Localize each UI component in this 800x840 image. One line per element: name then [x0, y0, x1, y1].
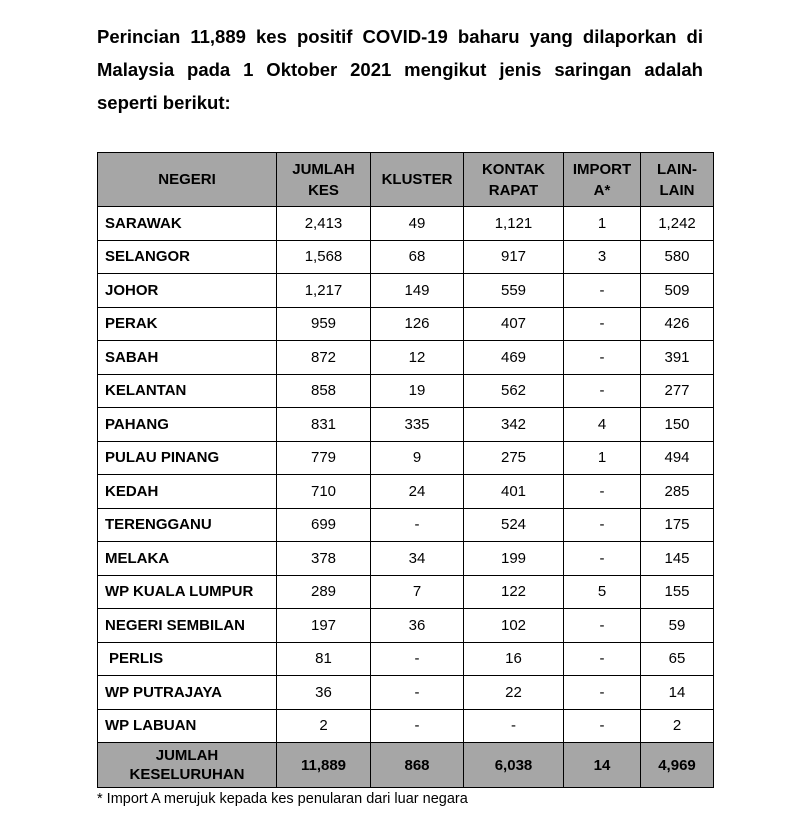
- import-cell: -: [564, 274, 641, 308]
- table-footer: [98, 743, 714, 788]
- import-cell: 5: [564, 575, 641, 609]
- state-cell: WP LABUAN: [98, 709, 277, 743]
- grand-total-import: 14: [564, 743, 641, 788]
- grand-total-contact: 6,038: [464, 743, 564, 788]
- contact-cell: 342: [464, 408, 564, 442]
- table-row: [98, 575, 714, 609]
- other-cell: 2: [641, 709, 714, 743]
- state-cell: WP KUALA LUMPUR: [98, 575, 277, 609]
- contact-cell: 562: [464, 374, 564, 408]
- cluster-cell: 12: [371, 341, 464, 375]
- total-cell: 2: [277, 709, 371, 743]
- other-cell: 509: [641, 274, 714, 308]
- table-row: [98, 709, 714, 743]
- state-cell: KELANTAN: [98, 374, 277, 408]
- cluster-cell: 7: [371, 575, 464, 609]
- header-contact: [464, 153, 564, 207]
- grand-total-cases: 11,889: [277, 743, 371, 788]
- header-state-label: NEGERI: [158, 171, 216, 188]
- contact-cell: 275: [464, 441, 564, 475]
- header-import: [564, 153, 641, 207]
- contact-cell: 102: [464, 609, 564, 643]
- cluster-cell: -: [371, 676, 464, 710]
- total-cell: 831: [277, 408, 371, 442]
- import-cell: -: [564, 508, 641, 542]
- other-cell: 145: [641, 542, 714, 576]
- cluster-cell: 126: [371, 307, 464, 341]
- total-cell: 36: [277, 676, 371, 710]
- total-cell: 81: [277, 642, 371, 676]
- table-row: [98, 475, 714, 509]
- import-cell: -: [564, 341, 641, 375]
- header-cluster: [371, 153, 464, 207]
- header-import-line-1: IMPORT: [572, 160, 632, 178]
- header-row: [98, 153, 714, 207]
- intro-line-1: Perincian 11,889 kes positif COVID-19 baharu yang dilaporkan di: [97, 26, 703, 47]
- other-cell: 150: [641, 408, 714, 442]
- total-cell: 779: [277, 441, 371, 475]
- header-other: [641, 153, 714, 207]
- grand-total-label-line-1: JUMLAH: [155, 747, 219, 764]
- import-cell: -: [564, 307, 641, 341]
- import-cell: -: [564, 642, 641, 676]
- total-cell: 378: [277, 542, 371, 576]
- contact-cell: 199: [464, 542, 564, 576]
- contact-cell: 122: [464, 575, 564, 609]
- import-cell: 1: [564, 207, 641, 241]
- total-cell: 197: [277, 609, 371, 643]
- contact-cell: -: [464, 709, 564, 743]
- intro-line-3: seperti berikut:: [97, 92, 231, 113]
- contact-cell: 401: [464, 475, 564, 509]
- state-cell: PULAU PINANG: [98, 441, 277, 475]
- cluster-cell: 36: [371, 609, 464, 643]
- total-cell: 289: [277, 575, 371, 609]
- cluster-cell: 34: [371, 542, 464, 576]
- total-cell: 1,217: [277, 274, 371, 308]
- table-row: [98, 408, 714, 442]
- cluster-cell: 9: [371, 441, 464, 475]
- total-row: [98, 743, 714, 788]
- header-import-line-2: A*: [593, 181, 611, 199]
- state-cell: SARAWAK: [98, 207, 277, 241]
- total-cell: 2,413: [277, 207, 371, 241]
- contact-cell: 407: [464, 307, 564, 341]
- other-cell: 580: [641, 240, 714, 274]
- table-row: [98, 676, 714, 710]
- header-state: [98, 153, 277, 207]
- state-cell: PAHANG: [98, 408, 277, 442]
- total-cell: 1,568: [277, 240, 371, 274]
- state-cell: NEGERI SEMBILAN: [98, 609, 277, 643]
- other-cell: 494: [641, 441, 714, 475]
- header-total-line-2: KES: [308, 181, 339, 199]
- contact-cell: 917: [464, 240, 564, 274]
- total-cell: 872: [277, 341, 371, 375]
- state-cell: WP PUTRAJAYA: [98, 676, 277, 710]
- cluster-cell: 68: [371, 240, 464, 274]
- import-cell: -: [564, 374, 641, 408]
- state-cell: SELANGOR: [98, 240, 277, 274]
- footnote: * Import A merujuk kepada kes penularan dari luar negara: [97, 791, 468, 807]
- other-cell: 1,242: [641, 207, 714, 241]
- state-cell: SABAH: [98, 341, 277, 375]
- contact-cell: 469: [464, 341, 564, 375]
- other-cell: 277: [641, 374, 714, 408]
- total-cell: 699: [277, 508, 371, 542]
- table-row: [98, 642, 714, 676]
- cluster-cell: -: [371, 508, 464, 542]
- table-row: [98, 441, 714, 475]
- contact-cell: 524: [464, 508, 564, 542]
- cluster-cell: 19: [371, 374, 464, 408]
- import-cell: -: [564, 609, 641, 643]
- table-row: [98, 374, 714, 408]
- other-cell: 285: [641, 475, 714, 509]
- state-cell: TERENGGANU: [98, 508, 277, 542]
- intro-paragraph: [97, 20, 703, 119]
- table-row: [98, 341, 714, 375]
- header-contact-line-1: KONTAK: [481, 160, 546, 178]
- import-cell: 4: [564, 408, 641, 442]
- intro-line-2: Malaysia pada 1 Oktober 2021 mengikut jenis saringan adalah: [97, 59, 703, 80]
- cluster-cell: -: [371, 709, 464, 743]
- table-row: [98, 240, 714, 274]
- cluster-cell: 24: [371, 475, 464, 509]
- table-row: [98, 307, 714, 341]
- contact-cell: 16: [464, 642, 564, 676]
- cluster-cell: -: [371, 642, 464, 676]
- state-cell: KEDAH: [98, 475, 277, 509]
- contact-cell: 1,121: [464, 207, 564, 241]
- other-cell: 155: [641, 575, 714, 609]
- other-cell: 426: [641, 307, 714, 341]
- table-row: [98, 508, 714, 542]
- state-cell: JOHOR: [98, 274, 277, 308]
- total-cell: 858: [277, 374, 371, 408]
- other-cell: 391: [641, 341, 714, 375]
- other-cell: 175: [641, 508, 714, 542]
- header-contact-line-2: RAPAT: [488, 181, 539, 199]
- grand-total-label: [98, 743, 277, 788]
- state-cell: PERAK: [98, 307, 277, 341]
- other-cell: 65: [641, 642, 714, 676]
- cluster-cell: 149: [371, 274, 464, 308]
- table-row: [98, 542, 714, 576]
- import-cell: -: [564, 709, 641, 743]
- table-header: [98, 153, 714, 207]
- state-cell: MELAKA: [98, 542, 277, 576]
- table-row: [98, 207, 714, 241]
- grand-total-label-line-2: KESELURUHAN: [129, 766, 245, 783]
- total-cell: 959: [277, 307, 371, 341]
- header-cluster-label: KLUSTER: [381, 171, 453, 188]
- other-cell: 14: [641, 676, 714, 710]
- grand-total-cluster: 868: [371, 743, 464, 788]
- cases-table: [97, 152, 714, 788]
- header-other-line-2: LAIN: [659, 181, 695, 199]
- import-cell: -: [564, 676, 641, 710]
- grand-total-other: 4,969: [641, 743, 714, 788]
- import-cell: -: [564, 475, 641, 509]
- import-cell: -: [564, 542, 641, 576]
- cluster-cell: 49: [371, 207, 464, 241]
- contact-cell: 22: [464, 676, 564, 710]
- total-cell: 710: [277, 475, 371, 509]
- state-cell: PERLIS: [98, 642, 277, 676]
- header-total: [277, 153, 371, 207]
- header-other-line-1: LAIN-: [657, 160, 697, 178]
- header-total-line-1: JUMLAH: [292, 160, 355, 178]
- table-row: [98, 609, 714, 643]
- other-cell: 59: [641, 609, 714, 643]
- import-cell: 1: [564, 441, 641, 475]
- contact-cell: 559: [464, 274, 564, 308]
- table-row: [98, 274, 714, 308]
- table-body: [98, 207, 714, 743]
- cluster-cell: 335: [371, 408, 464, 442]
- import-cell: 3: [564, 240, 641, 274]
